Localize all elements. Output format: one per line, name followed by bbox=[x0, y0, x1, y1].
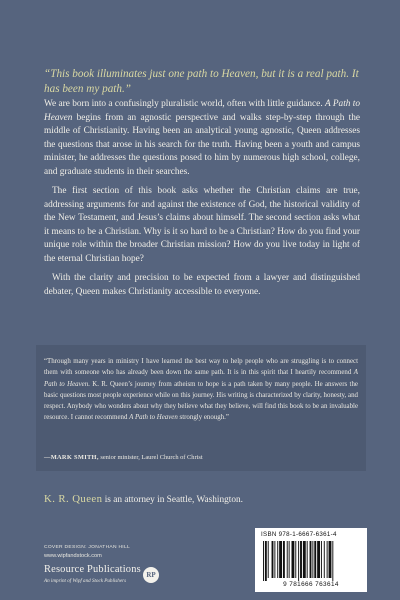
description-p1-after: begins from an agnostic perspective and walks step-by-step through the middle of Christianity. Having been an analytical young agnostic, Queen addresses the questions that arose in his search for the truth. Having been a youth and campus minister, he addresses the questions posed to him by numerous high school, college, and graduate students in their searches. bbox=[44, 112, 360, 177]
publisher-name: Resource Publications bbox=[44, 564, 141, 575]
cover-design-credit: COVER DESIGN: JONATHAN HILL bbox=[44, 545, 131, 550]
endorser-role: senior minister, Laurel Church of Christ bbox=[98, 454, 203, 461]
barcode-digits: 9 781666 763614 bbox=[283, 581, 339, 588]
description-paragraph-2: The first section of this book asks whether the Christian claims are true, addressing arguments for and against the existence of God, the historical validity of the New Testament, and Jesus’s claims about himself. The second section asks what it means to be a Christian. Why is it so hard to be a Christian? How do you find your unique role within the broader Christian mission? How do you live today in light of the eternal Christian hope? bbox=[44, 186, 360, 264]
description-paragraph-3: With the clarity and precision to be expected from a lawyer and distinguished debater, Queen makes Christianity accessible to everyone. bbox=[44, 273, 360, 297]
endorsement-title-2: A Path to Heaven bbox=[129, 414, 178, 422]
publisher-website: www.wipfandstock.com bbox=[44, 553, 102, 559]
back-cover-tagline: “This book illuminates just one path to Heaven, but it is a real path. It has been my path.” bbox=[44, 68, 359, 95]
endorsement-part-3: strongly enough.” bbox=[177, 414, 229, 422]
book-description bbox=[44, 98, 360, 305]
book-title-inline: A Path to Heaven bbox=[44, 99, 361, 123]
endorser-name: —MARK SMITH, bbox=[44, 454, 99, 461]
barcode-icon bbox=[262, 541, 360, 581]
author-name: K. R. Queen bbox=[44, 493, 103, 505]
author-bio bbox=[44, 493, 364, 505]
description-p1-before: We are born into a confusingly pluralistic world, often with little guidance. bbox=[44, 99, 325, 109]
author-bio-text: is an attorney in Seattle, Washington. bbox=[102, 495, 243, 505]
description-paragraph-1 bbox=[44, 98, 360, 179]
endorsement-part-2: . K. R. Queen’s journey from atheism to hope is a path taken by many people. He answers the basic questions most people experience while on this journey. His writing is characterized by clarity, honesty, and respect. Anybody who wonders about why they believe what they believe, will find this book to be an invaluable resource. I cannot recommend bbox=[44, 380, 358, 422]
endorsement-quote bbox=[44, 356, 358, 424]
isbn-label: ISBN 978-1-6667-6361-4 bbox=[261, 531, 337, 538]
endorsement-part-1: “Through many years in ministry I have learned the best way to help people who are struggling is to connect them with someone who has already been down the same path. It is in this spirit that I heartily recommend bbox=[44, 358, 358, 377]
publisher-imprint: An imprint of Wipf and Stock Publishers bbox=[44, 578, 127, 584]
endorsement-attribution bbox=[44, 454, 358, 461]
publisher-logo-icon: RP bbox=[143, 567, 159, 583]
endorsement-title-1: A Path to Heaven bbox=[44, 369, 358, 388]
